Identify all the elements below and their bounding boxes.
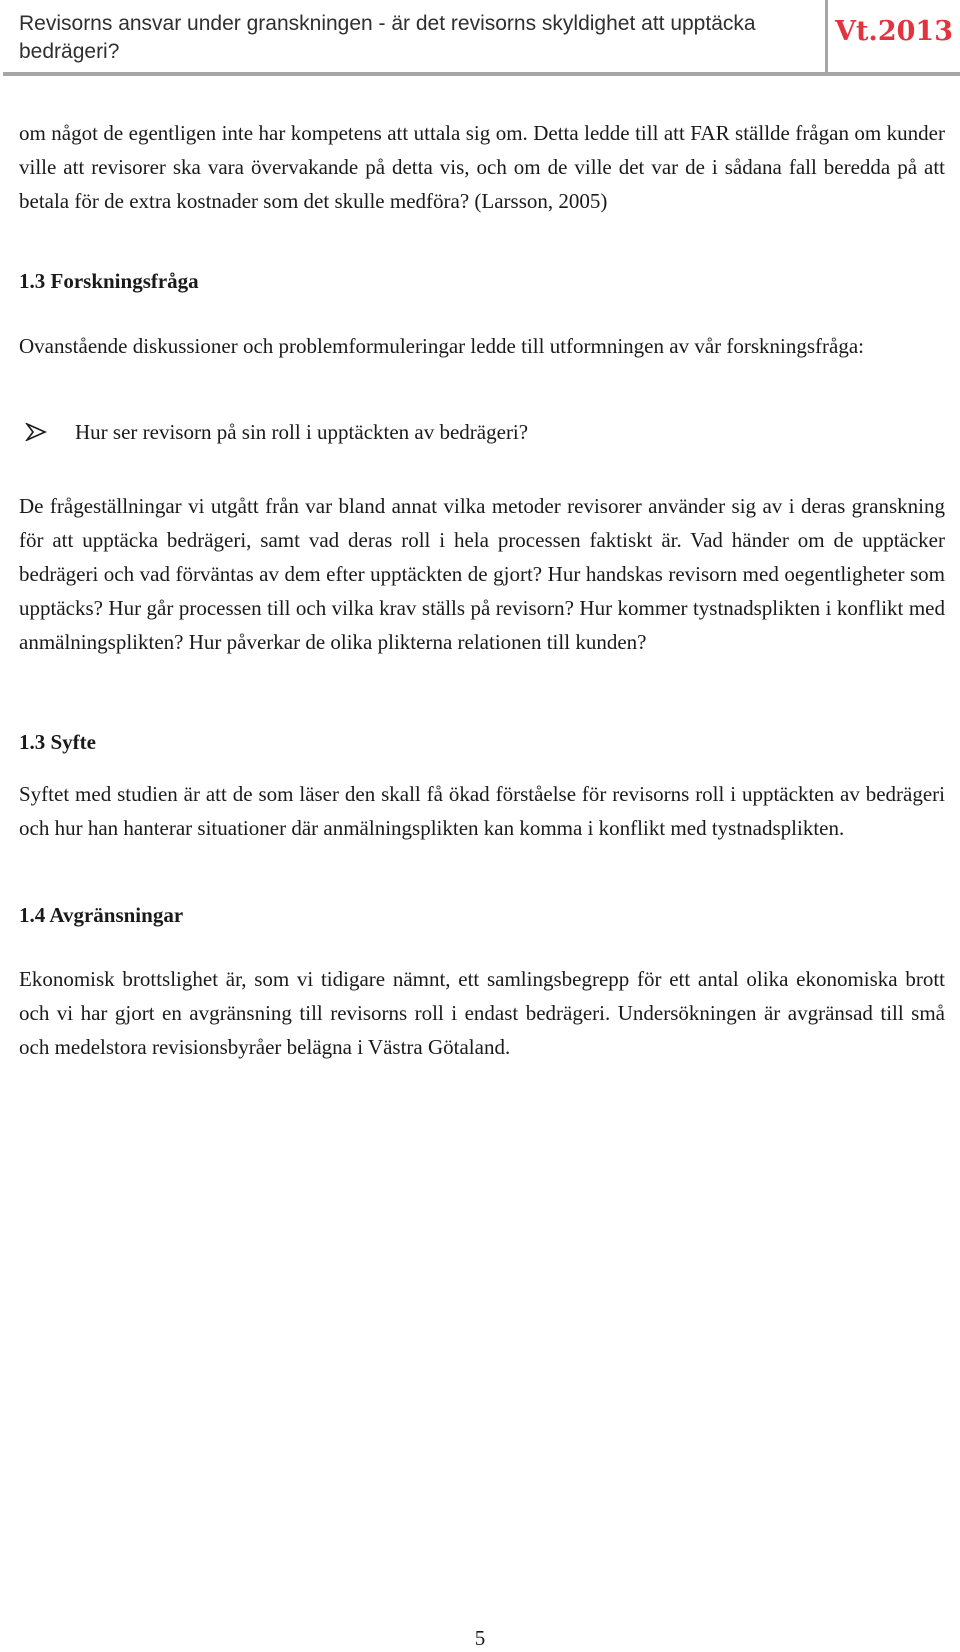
heading-delimitations: 1.4 Avgränsningar [19,903,184,927]
heading-purpose: 1.3 Syfte [19,730,96,754]
arrow-bullet-icon [19,415,75,449]
semester-label: Vt.2013 [835,16,953,47]
research-question-intro: Ovanstående diskussioner och problemformuleringar ledde till utformningen av vår forskningsfråga: [19,334,865,358]
delimitations-paragraph: Ekonomisk brottslighet är, som vi tidigare nämnt, ett samlingsbegrepp för ett antal olika ekonomiska brott och vi har gjort en avgränsning till revisorns roll i endast bedrägeri. Undersökningen är avgränsad till små och medelstora revisionsbyråer belägna i Västra Götaland. [19,967,945,1059]
heading-research-question: 1.3 Forskningsfråga [19,269,199,293]
header-divider [825,0,828,74]
header-rule [3,72,960,76]
research-question-followup: De frågeställningar vi utgått från var bland annat vilka metoder revisorer använder sig av i deras granskning för att upptäcka bedrägeri, samt vad deras roll i hela processen faktiskt är. Vad händer om de upptäcker bedrägeri och vad förväntas av dem efter upptäckten de gjort? Hur handskas revisorn med oegentligheter som upptäcks? Hur går processen till och vilka krav ställs på revisorn? Hur kommer tystnadsplikten i konflikt med anmälningsplikten? Hur påverkar de olika plikterna relationen till kunden? [19,494,945,654]
page-number: 5 [474,1626,486,1650]
research-question-bullet [19,415,945,449]
document-title: Revisorns ansvar under granskningen - är det revisorns skyldighet att upptäcka bedrägeri? [19,12,756,63]
page-header [3,0,960,78]
research-question-text: Hur ser revisorn på sin roll i upptäckten av bedrägeri? [75,420,529,444]
document-body [19,116,945,1064]
purpose-paragraph: Syftet med studien är att de som läser den skall få ökad förståelse för revisorns roll i upptäckten av bedrägeri och hur han hanterar situationer där anmälningsplikten kan komma i konflikt med tystnadsplikten. [19,782,945,840]
intro-paragraph: om något de egentligen inte har kompetens att uttala sig om. Detta ledde till att FAR ställde frågan om kunder ville att revisorer ska vara övervakande på detta vis, och om de ville det var de i sådana fall beredda på att betala för de extra kostnader som det skulle medföra? (Larsson, 2005) [19,121,945,213]
